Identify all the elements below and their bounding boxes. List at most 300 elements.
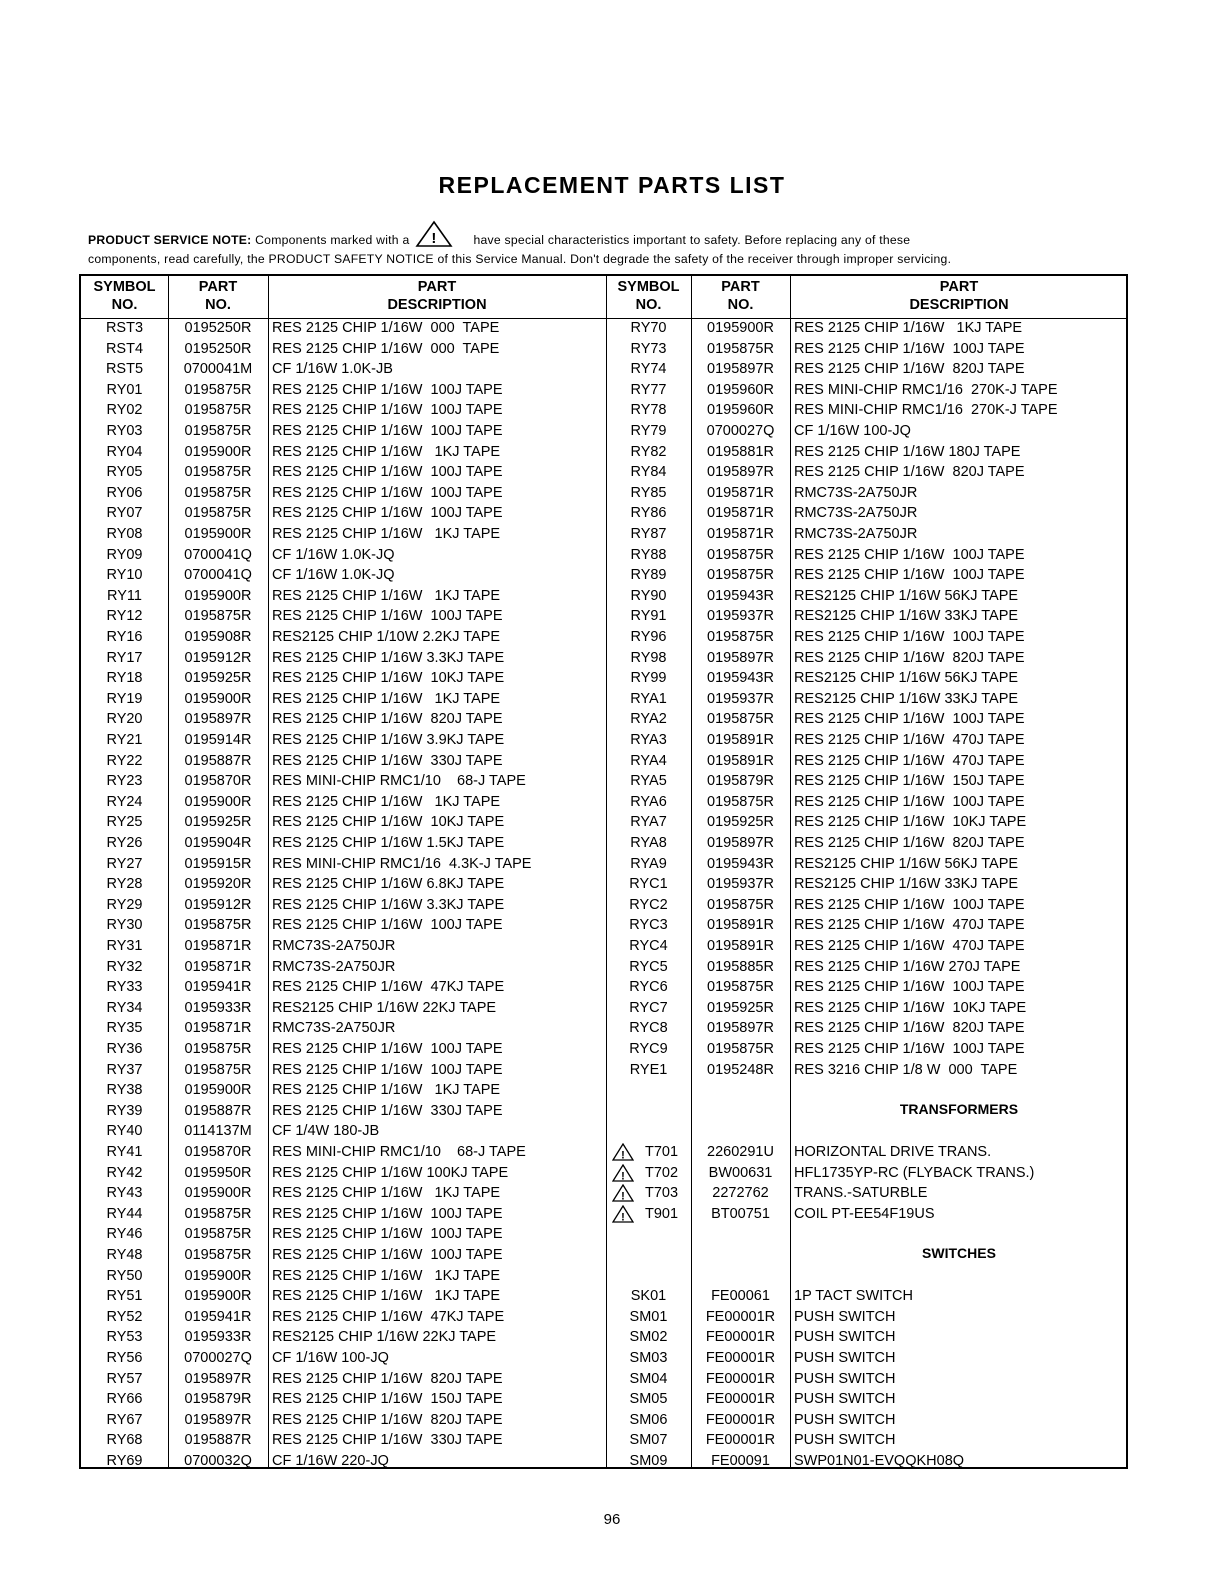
part-description: RES 2125 CHIP 1/16W 470J TAPE [794,732,1025,748]
part-no: FE00001R [705,1411,776,1428]
part-no: 0195879R [707,773,774,790]
part-description: RES MINI-CHIP RMC1/16 4.3K-J TAPE [272,855,532,872]
part-description: PUSH SWITCH [794,1432,896,1449]
part-no: 0195925R [707,814,774,831]
part-description: RES 2125 CHIP 1/16W 10KJ TAPE [272,814,505,831]
part-description: RES 2125 CHIP 1/16W 1KJ TAPE [272,587,501,604]
part-no: FE00001R [705,1432,776,1449]
part-description: RES 2125 CHIP 1/16W 820J TAPE [272,1411,503,1428]
part-description: RES 2125 CHIP 1/16W 100J TAPE [272,608,503,625]
part-no: 0195912R [184,649,252,666]
part-no: 0195875R [707,567,774,584]
symbol-no: RYA4 [630,752,667,769]
part-description: RES 2125 CHIP 1/16W 820J TAPE [272,1370,503,1387]
part-no: FE00061 [711,1288,770,1305]
part-description: RES 2125 CHIP 1/16W 100J TAPE [272,1061,503,1078]
symbol-no: RY57 [106,1370,143,1387]
symbol-no: RY02 [106,402,143,419]
symbol-no: SK01 [630,1288,667,1305]
header-text: NO. [727,297,754,313]
symbol-no: RY86 [630,505,667,522]
part-no: FE00001R [705,1308,776,1325]
part-description: RES 2125 CHIP 1/16W 100J TAPE [272,917,503,934]
symbol-no: RY41 [106,1144,143,1160]
symbol-no: RY34 [106,999,143,1016]
part-description: RES MINI-CHIP RMC1/10 68-J TAPE [272,773,526,790]
warning-triangle-icon [612,1205,634,1223]
part-no: FE00001R [705,1391,776,1408]
part-no: 0195875R [184,1247,252,1263]
part-no: 0195943R [707,855,774,872]
part-description: RMC73S-2A750JR [272,958,396,975]
part-no: 0195248R [707,1061,774,1078]
part-description: CF 1/16W 100-JQ [272,1350,389,1366]
symbol-no: RYC1 [629,876,668,893]
symbol-no: RY69 [106,1453,143,1469]
symbol-no: RY17 [106,649,143,666]
part-no: 0195875R [184,1041,252,1057]
part-description: RMC73S-2A750JR [272,1020,396,1037]
part-no: 0195891R [707,752,774,769]
header-left-symbol [81,278,168,314]
part-description: RES 2125 CHIP 1/16W 820J TAPE [794,835,1025,851]
symbol-no: RYA2 [630,711,667,728]
symbol-no: RY85 [630,484,667,501]
symbol-no: RY04 [106,443,143,460]
header-left-desc [268,278,606,314]
svg-text:!: ! [621,1149,625,1161]
part-no: 0195900R [184,793,252,810]
part-no: 0195960R [707,402,774,419]
part-description: RES 2125 CHIP 1/16W 470J TAPE [794,752,1025,769]
symbol-no: RY18 [106,670,143,687]
header-text: PART [939,279,979,295]
part-description: CF 1/16W 1.0K-JB [272,361,393,378]
part-no: 0195937R [707,876,774,893]
header-text: PART [198,279,238,295]
part-no: 0195933R [184,999,252,1016]
part-no: 0195875R [707,1041,774,1057]
part-no: 0195960R [707,381,774,398]
part-no: 0195875R [707,979,774,996]
part-no: 0700041Q [184,546,252,563]
part-no: 0195875R [707,896,774,913]
part-description: RES2125 CHIP 1/10W 2.2KJ TAPE [272,629,501,645]
part-description: RES 2125 CHIP 1/16W 100J TAPE [794,340,1025,357]
part-description: CF 1/4W 180-JB [272,1123,380,1140]
part-no: 0195950R [184,1164,252,1181]
part-description: RES 2125 CHIP 1/16W 47KJ TAPE [272,1308,505,1325]
symbol-no: RY09 [106,546,143,563]
part-description: PUSH SWITCH [794,1370,896,1387]
part-description: RES 2125 CHIP 1/16W 100J TAPE [272,402,503,419]
part-no: 0195875R [707,546,774,563]
symbol-no: RYA8 [630,835,667,851]
part-description: RES 3216 CHIP 1/8 W 000 TAPE [794,1061,1018,1078]
part-no: 0195250R [184,340,252,357]
part-no: 0195900R [184,1288,252,1305]
part-description: RES 2125 CHIP 1/16W 1KJ TAPE [272,443,501,460]
part-no: 0195941R [184,1308,252,1325]
part-no: 0195925R [184,670,252,687]
part-no: 0195937R [707,608,774,625]
symbol-no: SM05 [629,1391,668,1408]
symbol-no: RY28 [106,876,143,893]
part-description: RES 2125 CHIP 1/16W 3.3KJ TAPE [272,649,505,666]
part-description: RES 2125 CHIP 1/16W 000 TAPE [272,340,500,357]
part-description: RES 2125 CHIP 1/16W 100J TAPE [794,979,1025,996]
part-no: 0195871R [184,1020,252,1037]
part-description: RES 2125 CHIP 1/16W 100J TAPE [794,567,1025,584]
symbol-no: RY31 [106,938,143,954]
symbol-no: RY11 [107,587,142,604]
symbol-no: RY42 [106,1164,143,1181]
part-description: PUSH SWITCH [794,1411,896,1428]
part-no: FE00001R [705,1329,776,1346]
part-no: 0195887R [184,1432,252,1449]
symbol-no: RY22 [106,752,143,769]
section-heading-switches: SWITCHES [922,1245,996,1261]
part-description: RES 2125 CHIP 1/16W 820J TAPE [794,1020,1025,1037]
part-no: 0195943R [707,587,774,604]
header-text: SYMBOL [617,279,680,295]
part-no: 0195941R [184,979,252,996]
symbol-no: T703 [644,1185,679,1202]
part-description: RES 2125 CHIP 1/16W 470J TAPE [794,917,1025,934]
part-no: 0195885R [707,958,774,975]
symbol-no: RY89 [630,567,667,584]
symbol-no: RY88 [630,546,667,563]
part-description: RES 2125 CHIP 1/16W 100J TAPE [794,546,1025,563]
header-text: PART [721,279,760,295]
part-description: RES2125 CHIP 1/16W 22KJ TAPE [272,1329,497,1346]
part-no: FE00001R [705,1370,776,1387]
part-no: 0195871R [184,938,252,954]
part-description: RES2125 CHIP 1/16W 56KJ TAPE [794,587,1019,604]
part-no: 0195871R [707,526,774,542]
symbol-no: T901 [644,1205,679,1222]
part-description: PUSH SWITCH [794,1350,896,1366]
symbol-no: RY29 [106,896,143,913]
part-description: RES 2125 CHIP 1/16W 6.8KJ TAPE [272,876,505,893]
symbol-no: RY19 [106,690,143,707]
part-no: 0195900R [707,320,774,336]
symbol-no: RY99 [630,670,667,687]
header-right-part [691,278,790,314]
part-no: 2260291U [707,1144,774,1160]
symbol-no: RY07 [106,505,143,522]
part-no: 0195925R [184,814,252,831]
part-no: 0195887R [184,752,252,769]
part-description: RES 2125 CHIP 1/16W 150J TAPE [272,1391,503,1408]
part-description: RES 2125 CHIP 1/16W 1.5KJ TAPE [272,835,505,851]
part-description: RES2125 CHIP 1/16W 22KJ TAPE [272,999,497,1016]
symbol-no: RY36 [106,1041,143,1057]
part-description: RES 2125 CHIP 1/16W 100J TAPE [794,629,1025,645]
symbol-no: RYA7 [630,814,667,831]
part-no: 0195250R [184,320,252,336]
part-description: RES 2125 CHIP 1/16W 180J TAPE [794,443,1021,460]
symbol-no: RY52 [106,1308,143,1325]
part-no: 0195891R [707,938,774,954]
part-description: RES 2125 CHIP 1/16W 470J TAPE [794,938,1025,954]
part-description: RES2125 CHIP 1/16W 33KJ TAPE [794,608,1019,625]
symbol-no: RYC3 [629,917,668,934]
part-no: 0700032Q [184,1453,252,1469]
symbol-no: RYA9 [630,855,667,872]
header-text: DESCRIPTION [909,297,1009,313]
symbol-no: RY30 [106,917,143,934]
symbol-no: RY73 [630,340,667,357]
symbol-no: RY98 [630,649,667,666]
part-description: RES 2125 CHIP 1/16W 10KJ TAPE [272,670,505,687]
warning-triangle-icon [612,1184,634,1202]
parts-table [79,274,1128,1469]
symbol-no: RY74 [630,361,667,378]
part-no: 0195875R [184,423,252,439]
symbol-no: RY16 [106,629,143,645]
symbol-no: RST3 [105,320,144,336]
symbol-no: RYC2 [629,896,668,913]
part-no: 0195897R [707,649,774,666]
part-no: 0195875R [707,629,774,645]
part-no: 0195937R [707,690,774,707]
symbol-no: RY10 [106,567,143,584]
header-text: PART [417,279,457,295]
part-description: RES 2125 CHIP 1/16W 000 TAPE [272,320,500,336]
part-description: RES 2125 CHIP 1/16W 1KJ TAPE [794,320,1023,336]
part-description: RES 2125 CHIP 1/16W 100J TAPE [272,381,503,398]
product-service-note [88,220,1148,269]
part-description: SWP01N01-EVQQKH08Q [794,1453,965,1469]
column-divider [790,276,791,1467]
part-description: RES 2125 CHIP 1/16W 150J TAPE [794,773,1025,790]
part-description: CF 1/16W 100-JQ [794,423,911,439]
symbol-no: RST4 [105,340,144,357]
part-description: RES 2125 CHIP 1/16W 100KJ TAPE [272,1164,509,1181]
svg-text:!: ! [431,230,438,247]
symbol-no: RY70 [630,320,667,336]
header-text: NO. [635,297,662,313]
part-no: 0195875R [184,1061,252,1078]
part-description: RES 2125 CHIP 1/16W 100J TAPE [794,1041,1025,1057]
part-no: 0195897R [707,1020,774,1037]
part-description: RES 2125 CHIP 1/16W 100J TAPE [794,711,1025,728]
symbol-no: RY25 [106,814,143,831]
symbol-no: SM06 [629,1411,668,1428]
symbol-no: RY68 [106,1432,143,1449]
part-description: 1P TACT SWITCH [794,1288,913,1305]
symbol-no: SM07 [629,1432,668,1449]
symbol-no: RY67 [106,1411,143,1428]
symbol-no: RY53 [106,1329,143,1346]
symbol-no: RY44 [106,1205,143,1222]
symbol-no: RY91 [630,608,667,625]
part-no: 0195875R [184,402,252,419]
symbol-no: RY39 [106,1102,143,1119]
part-no: 0195908R [184,629,252,645]
part-no: 0195875R [184,464,252,481]
symbol-no: RY37 [106,1061,143,1078]
part-description: RES 2125 CHIP 1/16W 100J TAPE [272,484,503,501]
part-no: FE00091 [711,1453,770,1469]
symbol-no: RY21 [106,732,143,748]
symbol-no: RY26 [106,835,143,851]
symbol-no: RY38 [106,1082,143,1099]
symbol-no: RY66 [106,1391,143,1408]
part-no: 0195900R [184,1082,252,1099]
part-description: HFL1735YP-RC (FLYBACK TRANS.) [794,1164,1035,1181]
part-description: RES 2125 CHIP 1/16W 1KJ TAPE [272,1082,501,1099]
part-description: RES 2125 CHIP 1/16W 100J TAPE [272,505,503,522]
symbol-no: RY33 [106,979,143,996]
part-description: RMC73S-2A750JR [794,526,918,542]
svg-text:!: ! [621,1190,625,1203]
symbol-no: RY84 [630,464,667,481]
symbol-no: RY50 [106,1267,143,1284]
symbol-no: RY27 [106,855,143,872]
symbol-no: RY01 [106,381,143,398]
symbol-no: RYA1 [630,690,667,707]
part-description: RES 2125 CHIP 1/16W 1KJ TAPE [272,793,501,810]
part-no: 0700027Q [706,423,775,439]
symbol-no: RY48 [106,1247,143,1263]
part-description: PUSH SWITCH [794,1329,896,1346]
part-no: 0195875R [184,484,252,501]
part-no: 0700041Q [184,567,252,584]
symbol-no: RY56 [106,1350,143,1366]
part-description: RES 2125 CHIP 1/16W 100J TAPE [272,1247,503,1263]
section-heading-transformers: TRANSFORMERS [899,1101,1019,1117]
part-no: 0195897R [184,711,252,728]
part-description: RES 2125 CHIP 1/16W 330J TAPE [272,1432,503,1449]
symbol-no: SM01 [629,1308,668,1325]
part-description: RES 2125 CHIP 1/16W 47KJ TAPE [272,979,505,996]
header-text: SYMBOL [93,279,156,295]
part-description: RES 2125 CHIP 1/16W 3.9KJ TAPE [272,732,505,748]
part-description: RES MINI-CHIP RMC1/16 270K-J TAPE [794,402,1058,419]
part-no: 0195871R [184,958,252,975]
symbol-no: RY46 [106,1226,143,1243]
symbol-no: RY32 [106,958,143,975]
part-description: RES MINI-CHIP RMC1/16 270K-J TAPE [794,381,1058,398]
symbol-no: RY08 [106,526,143,542]
part-no: 0195875R [707,793,774,810]
header-left-part [168,278,268,314]
part-description: RES 2125 CHIP 1/16W 3.3KJ TAPE [272,896,505,913]
part-description: RES 2125 CHIP 1/16W 10KJ TAPE [794,999,1027,1016]
note-line-2: components, read carefully, the PRODUCT SAFETY NOTICE of this Service Manual. Don't degrade the safety of the receiver through improper servicing. [88,252,952,266]
symbol-no: RY43 [106,1185,143,1202]
part-description: RES MINI-CHIP RMC1/10 68-J TAPE [272,1144,526,1160]
part-no: 0195900R [184,587,252,604]
part-no: 0195900R [184,526,252,542]
part-description: CF 1/16W 220-JQ [272,1453,389,1469]
part-description: RES 2125 CHIP 1/16W 1KJ TAPE [272,1267,501,1284]
svg-text:!: ! [621,1170,625,1182]
part-description: RES 2125 CHIP 1/16W 100J TAPE [272,464,503,481]
part-description: RES 2125 CHIP 1/16W 270J TAPE [794,958,1021,975]
part-description: RMC73S-2A750JR [794,505,918,522]
part-description: RES2125 CHIP 1/16W 33KJ TAPE [794,876,1019,893]
part-no: 0195897R [707,835,774,851]
warning-triangle-icon [415,220,453,248]
symbol-no: SM03 [629,1350,668,1366]
symbol-no: RST5 [105,361,144,378]
part-description: CF 1/16W 1.0K-JQ [272,567,395,584]
symbol-no: RY35 [106,1020,143,1037]
part-no: 0195897R [184,1411,252,1428]
symbol-no: T702 [644,1164,679,1181]
header-text: DESCRIPTION [387,297,487,313]
part-no: 0195897R [184,1370,252,1387]
part-description: CF 1/16W 1.0K-JQ [272,546,395,563]
warning-triangle-icon [612,1143,634,1161]
symbol-no: RYC8 [629,1020,668,1037]
part-description: PUSH SWITCH [794,1391,896,1408]
part-no: 0114137M [184,1123,252,1140]
symbol-no: RY90 [630,587,667,604]
part-description: RES 2125 CHIP 1/16W 1KJ TAPE [272,526,501,542]
part-description: RES 2125 CHIP 1/16W 100J TAPE [272,423,503,439]
symbol-no: RYA5 [630,773,667,790]
part-description: RES 2125 CHIP 1/16W 100J TAPE [794,793,1025,810]
part-description: RES 2125 CHIP 1/16W 100J TAPE [272,1205,503,1222]
symbol-no: RY05 [106,464,143,481]
part-no: 0195900R [184,1267,252,1284]
note-text-after-icon: have special characteristics important to safety. Before replacing any of these [473,233,911,247]
header-right-desc [790,278,1128,314]
part-no: 0195897R [707,361,774,378]
note-line-1 [88,220,1148,250]
symbol-no: SM04 [629,1370,668,1387]
symbol-no: RY82 [630,443,667,460]
header-text: NO. [205,297,231,313]
part-no: 0195875R [707,340,774,357]
part-no: 0195914R [184,732,252,748]
warning-triangle-icon [612,1164,634,1182]
symbol-no: RYE1 [629,1061,668,1078]
part-no: 0195900R [184,443,252,460]
symbol-no: RY77 [630,381,667,398]
part-description: RMC73S-2A750JR [794,484,918,501]
part-no: 0700041M [183,361,253,378]
part-description: RES 2125 CHIP 1/16W 100J TAPE [272,1041,503,1057]
symbol-no: SM09 [629,1453,668,1469]
symbol-no: RY20 [106,711,143,728]
symbol-no: RY03 [106,423,143,439]
symbol-no: RYC9 [629,1041,668,1057]
part-no: 0195875R [184,1226,252,1243]
part-no: 0195875R [184,1205,252,1222]
part-no: 0195891R [707,732,774,748]
part-description: RES 2125 CHIP 1/16W 1KJ TAPE [272,690,501,707]
part-no: 0195870R [184,773,252,790]
part-no: 0195875R [707,711,774,728]
symbol-no: RYC5 [629,958,668,975]
part-no: 0195900R [184,690,252,707]
part-description: TRANS.-SATURBLE [794,1185,928,1202]
part-no: 0195912R [184,896,252,913]
symbol-no: RYC7 [629,999,668,1016]
note-label: PRODUCT SERVICE NOTE: [88,233,252,247]
symbol-no: RYC4 [629,938,668,954]
part-no: BW00631 [708,1164,773,1181]
part-no: 0195887R [184,1102,252,1119]
part-description: RES 2125 CHIP 1/16W 820J TAPE [272,711,503,728]
part-description: RES 2125 CHIP 1/16W 1KJ TAPE [272,1288,501,1305]
symbol-no: RY78 [630,402,667,419]
